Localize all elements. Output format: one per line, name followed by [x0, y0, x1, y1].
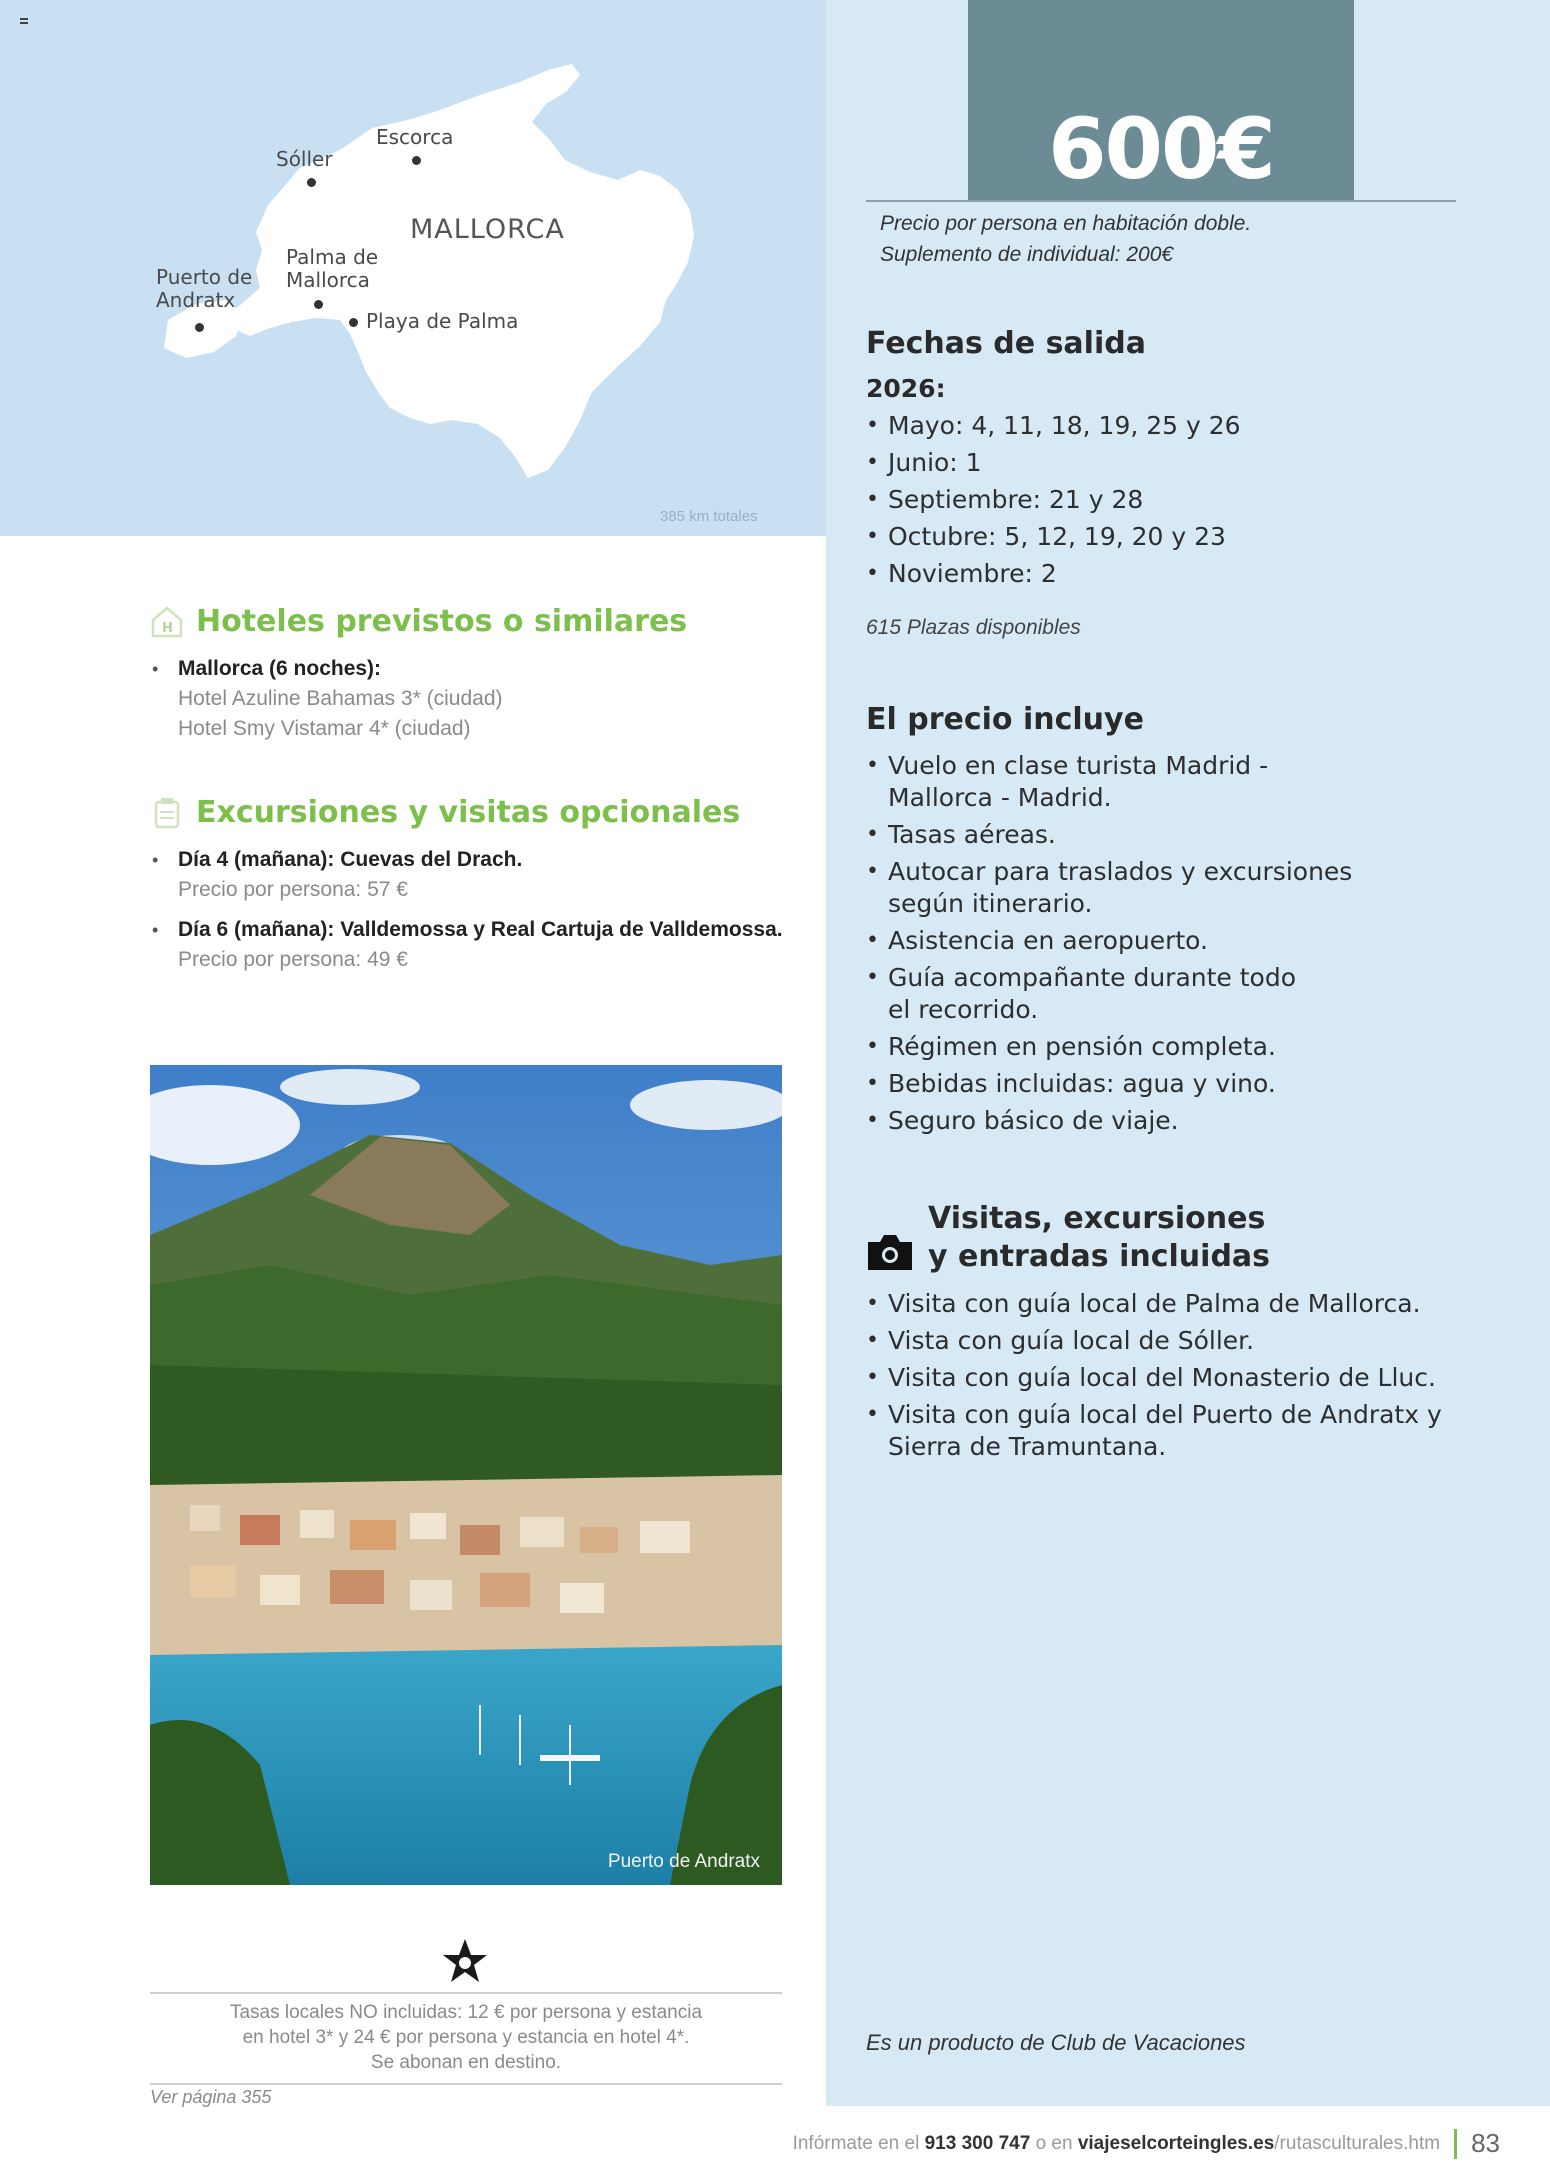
camera-icon	[866, 1232, 914, 1272]
excursions-title-text: Excursiones y visitas opcionales	[196, 795, 741, 830]
excursion-label: • Día 4 (mañana): Cuevas del Drach.	[178, 848, 523, 871]
price-note-line2: Suplemento de individual: 200€	[880, 243, 1174, 266]
visit-item: • Visita con guía local del Puerto de Andratx y Sierra de Tramuntana.	[866, 1399, 1476, 1463]
map-label-palma	[286, 246, 378, 292]
departures-list	[866, 410, 1466, 595]
hotel-item: Hotel Azuline Bahamas 3* (ciudad)	[178, 687, 503, 710]
includes-item: • Asistencia en aeropuerto.	[866, 925, 1466, 957]
map-label-andratx-line1: Puerto de	[156, 265, 253, 289]
map-dot-soller	[307, 178, 316, 187]
map-scale: 385 km totales	[660, 508, 758, 525]
includes-list	[866, 750, 1466, 1142]
departures-year: 2026:	[866, 374, 946, 403]
includes-item: • Seguro básico de viaje.	[866, 1105, 1466, 1137]
excursion-icon	[150, 796, 184, 830]
landscape-illustration	[150, 1065, 782, 1885]
map-label-palma-line1: Palma de	[286, 245, 379, 269]
footer-path[interactable]: /rutasculturales.htm	[1274, 2132, 1441, 2154]
departures-title: Fechas de salida	[866, 326, 1146, 361]
hotel-item: Hotel Smy Vistamar 4* (ciudad)	[178, 717, 471, 740]
footer	[793, 2128, 1500, 2159]
footer-site[interactable]: viajeselcorteingles.es	[1077, 2132, 1275, 2154]
visits-title-line2: y entradas incluidas	[928, 1239, 1271, 1274]
hotel-icon	[150, 605, 184, 639]
includes-item: • Vuelo en clase turista Madrid - Mallorca - Madrid.	[866, 750, 1306, 814]
photo-caption: Puerto de Andratx	[607, 1851, 760, 1872]
footer-phone[interactable]: 913 300 747	[924, 2132, 1031, 2154]
hotels-title-text: Hoteles previstos o similares	[196, 604, 688, 639]
includes-item: • Guía acompañante durante todo el recorrido.	[866, 962, 1326, 1026]
tax-note-line3: Se abonan en destino.	[370, 2052, 562, 2073]
hotel-location	[150, 654, 790, 744]
price-note	[880, 208, 1251, 270]
excursions-title	[150, 795, 740, 830]
departure-item: • Mayo: 4, 11, 18, 19, 25 y 26	[866, 410, 1466, 442]
excursion-item	[150, 845, 790, 905]
map-dot-playa	[349, 318, 358, 327]
seats-available: 615 Plazas disponibles	[866, 616, 1081, 639]
menu-mark	[20, 18, 28, 24]
visit-item: • Vista con guía local de Sóller.	[866, 1325, 1476, 1357]
map-label-andratx-line2: Andratx	[156, 288, 236, 312]
map-label-palma-line2: Mallorca	[286, 268, 370, 292]
visits-title	[866, 1200, 1270, 1276]
map-label-soller: Sóller	[276, 147, 333, 171]
visits-title-text	[928, 1200, 1270, 1276]
mallorca-map-shape	[0, 0, 826, 536]
page-number: 83	[1471, 2128, 1500, 2158]
hotel-location-label: • Mallorca (6 noches):	[178, 657, 382, 680]
map-dot-andratx	[195, 323, 204, 332]
excursion-price: Precio por persona: 57 €	[178, 878, 408, 901]
price-box	[968, 0, 1354, 200]
hotel-list	[150, 654, 790, 744]
map-label-escorca: Escorca	[376, 125, 454, 149]
footer-divider	[1454, 2129, 1457, 2159]
map-title: MALLORCA	[410, 214, 565, 245]
price-note-line1: Precio por persona en habitación doble.	[880, 212, 1252, 235]
star-icon	[441, 1937, 489, 1985]
tax-note-line2: en hotel 3* y 24 € por persona y estancia en hotel 4*.	[242, 2027, 690, 2048]
includes-item: • Bebidas incluidas: agua y vino.	[866, 1068, 1466, 1100]
footer-prefix: Infórmate en el	[792, 2132, 920, 2154]
map-label-andratx	[156, 266, 252, 312]
map-dot-escorca	[412, 156, 421, 165]
departure-item: • Junio: 1	[866, 447, 1466, 479]
visits-title-line1: Visitas, excursiones	[928, 1201, 1266, 1236]
departure-item: • Septiembre: 21 y 28	[866, 484, 1466, 516]
club-note: Es un producto de Club de Vacaciones	[866, 2030, 1246, 2055]
excursion-list	[150, 845, 790, 985]
price-divider	[866, 200, 1456, 202]
footer-middle: o en	[1035, 2132, 1073, 2154]
map	[0, 0, 826, 536]
visits-list	[866, 1288, 1476, 1468]
svg-text:H: H	[162, 620, 173, 636]
photo-puerto-andratx	[150, 1065, 782, 1885]
excursion-item	[150, 915, 790, 975]
map-label-playa: Playa de Palma	[366, 309, 519, 333]
includes-item: • Régimen en pensión completa.	[866, 1031, 1466, 1063]
visit-item: • Visita con guía local de Palma de Mallorca.	[866, 1288, 1476, 1320]
departure-item: • Octubre: 5, 12, 19, 20 y 23	[866, 521, 1466, 553]
footer-contact	[793, 2133, 1441, 2155]
tax-note	[150, 1992, 782, 2085]
tax-note-line1: Tasas locales NO incluidas: 12 € por persona y estancia	[229, 2002, 703, 2023]
price-value: 600€	[1048, 100, 1274, 198]
includes-item: • Tasas aéreas.	[866, 819, 1466, 851]
map-dot-palma	[314, 300, 323, 309]
departure-item: • Noviembre: 2	[866, 558, 1466, 590]
hotels-title	[150, 604, 687, 639]
see-page-link[interactable]: Ver página 355	[150, 2087, 272, 2107]
excursion-price: Precio por persona: 49 €	[178, 948, 408, 971]
excursion-label: • Día 6 (mañana): Valldemossa y Real Cartuja de Valldemossa.	[178, 918, 783, 941]
includes-item: • Autocar para traslados y excursiones según itinerario.	[866, 856, 1406, 920]
includes-title: El precio incluye	[866, 702, 1144, 737]
visit-item: • Visita con guía local del Monasterio de Lluc.	[866, 1362, 1476, 1394]
